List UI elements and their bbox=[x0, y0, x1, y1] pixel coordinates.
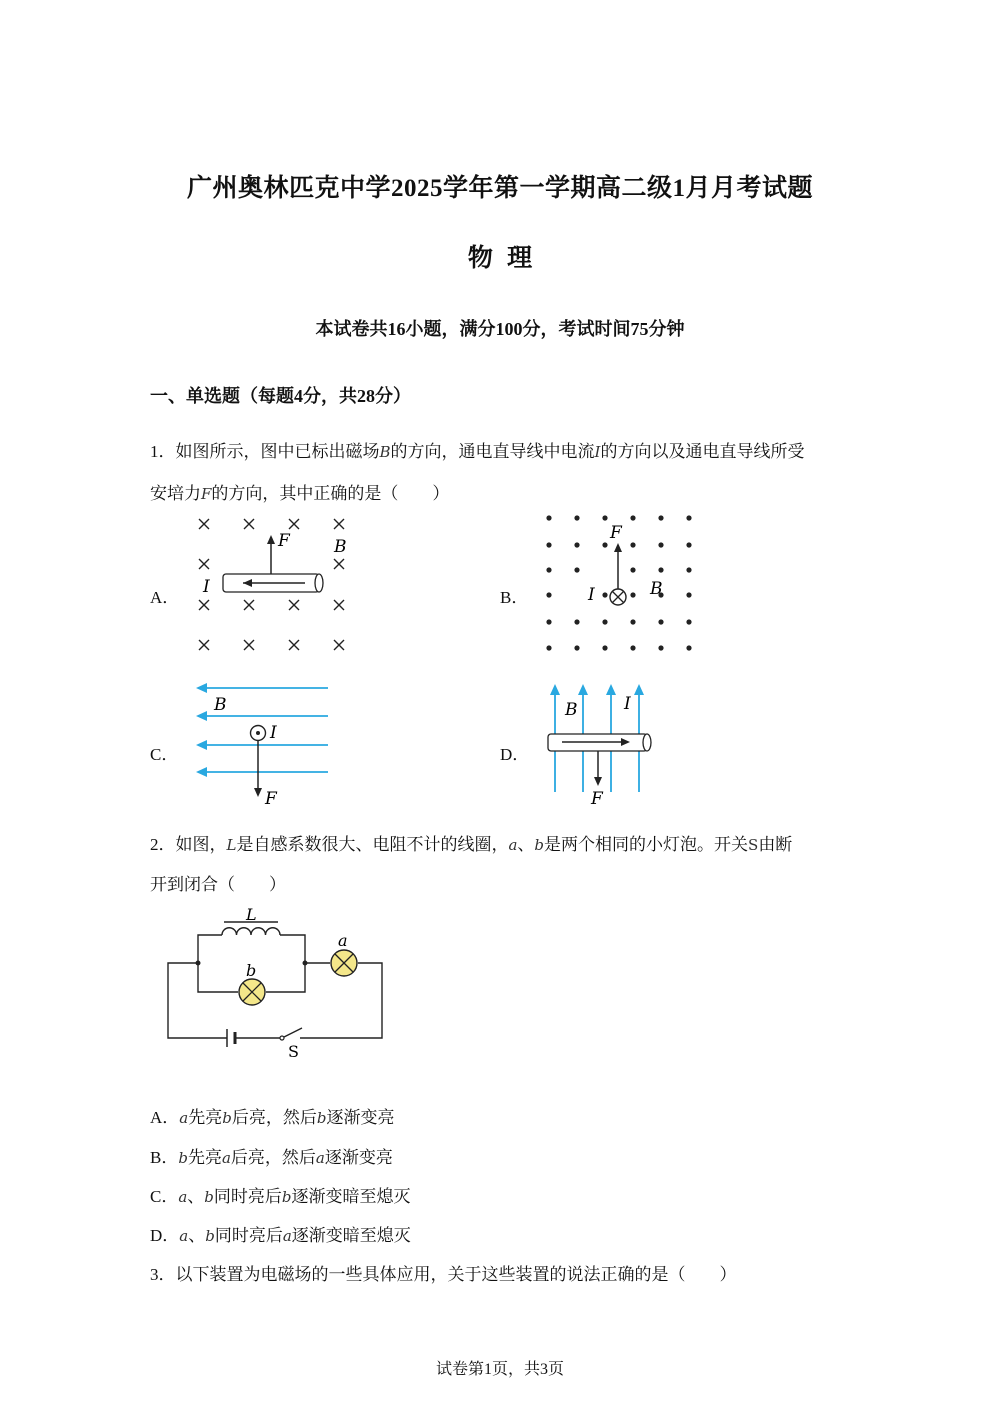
var-a: a bbox=[508, 836, 518, 854]
q3-stem: 3．以下装置为电磁场的一些具体应用，关于这些装置的说法正确的是（ ） bbox=[150, 1265, 737, 1284]
q1-stem-line2 bbox=[150, 479, 449, 504]
q1-option-a-label[interactable]: A． bbox=[150, 588, 180, 607]
option-text: 、 bbox=[188, 1226, 206, 1245]
q2-text: 由断 bbox=[758, 835, 793, 854]
battery-icon bbox=[227, 1029, 235, 1047]
q2-stem-line1 bbox=[150, 830, 792, 855]
q1-text: 安培力 bbox=[150, 484, 201, 503]
force-arrowhead bbox=[594, 777, 602, 786]
q1-option-b-label[interactable]: B． bbox=[500, 588, 529, 607]
q1-text: 的方向，其中正确的是（ ） bbox=[211, 484, 450, 503]
option-text: 逐渐变亮 bbox=[326, 1108, 395, 1127]
q2-option-a[interactable] bbox=[150, 1103, 394, 1128]
var-S: S bbox=[748, 836, 759, 854]
var: a bbox=[178, 1188, 188, 1206]
option-text: 逐渐变亮 bbox=[324, 1148, 393, 1167]
inductor-coil bbox=[222, 928, 280, 935]
var: a bbox=[315, 1149, 325, 1167]
field-arrowheads bbox=[196, 683, 207, 777]
label-B: B bbox=[565, 700, 578, 720]
q1-figure-d bbox=[540, 680, 660, 810]
q2-text: 、 bbox=[517, 835, 535, 854]
q1-text: 的方向以及通电直导线所受 bbox=[600, 442, 805, 461]
label-I: I bbox=[588, 585, 595, 605]
q1-text: 1．如图所示，图中已标出磁场 bbox=[150, 442, 380, 461]
var: a bbox=[179, 1109, 189, 1127]
option-label: C． bbox=[150, 1187, 179, 1206]
label-I: I bbox=[203, 577, 210, 597]
option-text: 逐渐变暗至熄灭 bbox=[291, 1226, 411, 1245]
var-B: B bbox=[379, 443, 391, 461]
q1-stem-line1 bbox=[150, 437, 804, 462]
var-F: F bbox=[201, 485, 212, 503]
q1-figure-b bbox=[535, 505, 705, 665]
label-L: L bbox=[246, 905, 257, 924]
var: b bbox=[222, 1109, 232, 1127]
option-label: D． bbox=[150, 1226, 180, 1245]
current-into-page-symbol bbox=[610, 589, 626, 605]
option-text: 后亮，然后 bbox=[230, 1148, 316, 1167]
subject-title: 物 理 bbox=[467, 245, 533, 272]
q2-option-c[interactable] bbox=[150, 1182, 411, 1207]
label-I: I bbox=[624, 694, 631, 714]
lamp-b bbox=[239, 979, 265, 1005]
q1-text: 的方向，通电直导线中电流 bbox=[390, 442, 595, 461]
force-arrowhead bbox=[614, 543, 622, 552]
var: b bbox=[205, 1227, 215, 1245]
exam-info: 本试卷共16小题，满分100分，考试时间75分钟 bbox=[315, 319, 685, 339]
label-B: B bbox=[334, 537, 347, 557]
q2-circuit-diagram bbox=[160, 900, 395, 1065]
circuit-wires bbox=[168, 935, 382, 1038]
label-I: I bbox=[270, 723, 277, 743]
q1-option-d-label[interactable]: D． bbox=[500, 745, 530, 764]
label-F: F bbox=[610, 523, 622, 543]
label-a: a bbox=[338, 931, 348, 950]
q2-stem-line2: 开到闭合（ ） bbox=[150, 875, 286, 894]
q1-option-c-label[interactable]: C． bbox=[150, 745, 179, 764]
label-b: b bbox=[246, 961, 257, 980]
option-label: A． bbox=[150, 1108, 180, 1127]
option-text: 、 bbox=[187, 1187, 205, 1206]
q2-text: 是自感系数很大、电阻不计的线圈， bbox=[236, 835, 509, 854]
q2-text: 是两个相同的小灯泡。开关 bbox=[544, 835, 749, 854]
q1-figure-a bbox=[185, 508, 365, 658]
var-I: I bbox=[594, 443, 601, 461]
var-b: b bbox=[534, 836, 545, 854]
option-label: B． bbox=[150, 1148, 179, 1167]
label-F: F bbox=[591, 789, 603, 809]
q2-text: 2．如图， bbox=[150, 835, 227, 854]
var: b bbox=[178, 1149, 188, 1167]
option-text: 先亮 bbox=[187, 1148, 222, 1167]
option-text: 逐渐变暗至熄灭 bbox=[291, 1187, 411, 1206]
var: a bbox=[282, 1227, 292, 1245]
var: a bbox=[179, 1227, 189, 1245]
var-L: L bbox=[226, 836, 237, 854]
var: a bbox=[221, 1149, 231, 1167]
option-text: 同时亮后 bbox=[213, 1187, 282, 1206]
switch-s bbox=[280, 1028, 302, 1040]
option-text: 后亮，然后 bbox=[231, 1108, 317, 1127]
page-footer: 试卷第1页，共3页 bbox=[435, 1361, 564, 1378]
label-F: F bbox=[265, 789, 277, 809]
q2-option-d[interactable] bbox=[150, 1221, 411, 1246]
option-text: 同时亮后 bbox=[214, 1226, 283, 1245]
q2-option-b[interactable] bbox=[150, 1143, 393, 1168]
var: b bbox=[316, 1109, 327, 1127]
force-arrowhead bbox=[254, 788, 262, 797]
force-arrowhead bbox=[267, 535, 275, 544]
q1-figure-c bbox=[190, 678, 340, 810]
var: b bbox=[204, 1188, 214, 1206]
label-B: B bbox=[650, 579, 663, 599]
lamp-a bbox=[331, 950, 357, 976]
label-B: B bbox=[214, 695, 227, 715]
label-F: F bbox=[278, 531, 290, 551]
current-out-of-page-symbol bbox=[251, 726, 266, 741]
section-heading: 一、单选题（每题4分，共28分） bbox=[150, 386, 411, 406]
label-S: S bbox=[288, 1042, 299, 1061]
var: b bbox=[281, 1188, 292, 1206]
exam-title: 广州奥林匹克中学2025学年第一学期高二级1月月考试题 bbox=[186, 175, 813, 202]
option-text: 先亮 bbox=[188, 1108, 223, 1127]
